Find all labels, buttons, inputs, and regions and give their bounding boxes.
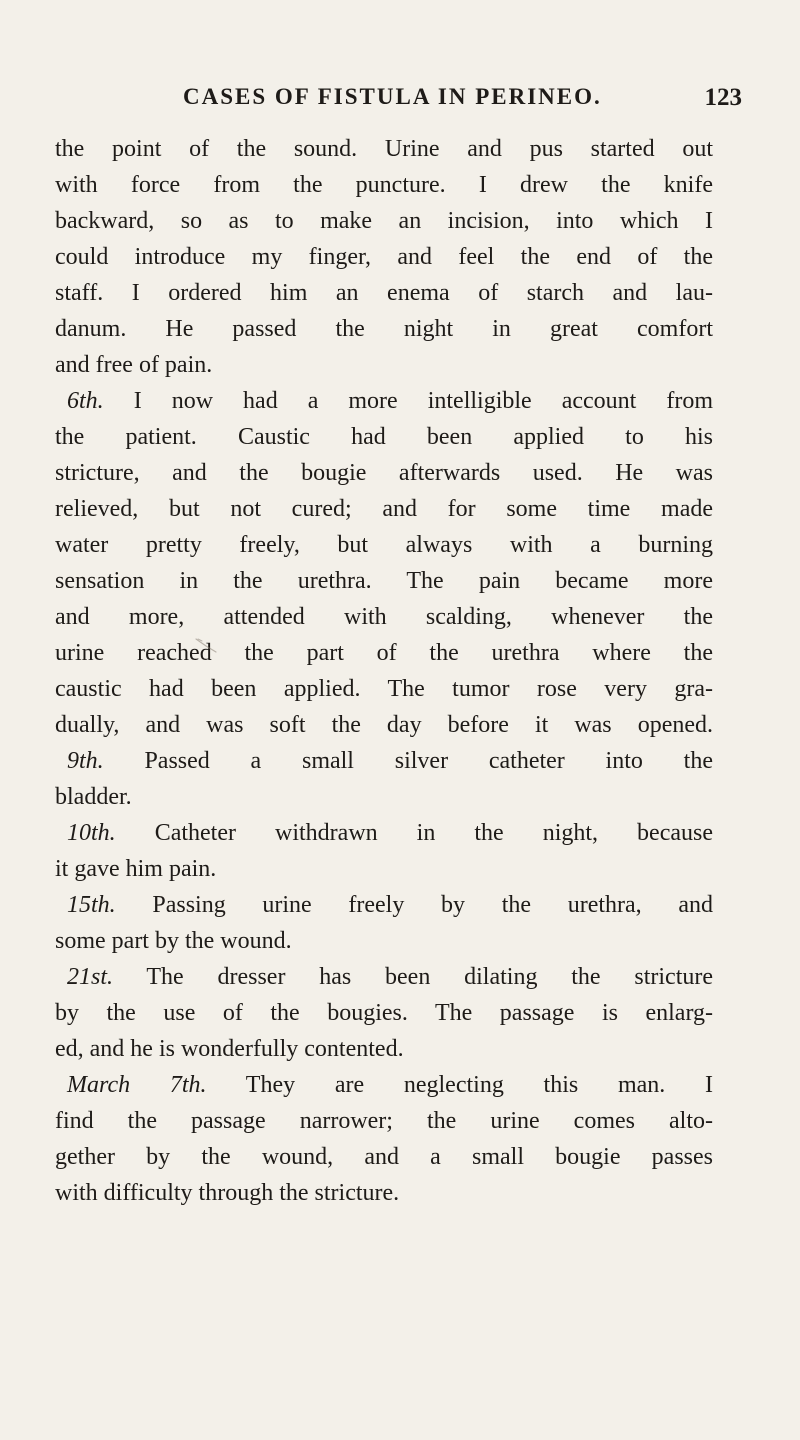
line-text: find the passage narrower; the urine comes alto- bbox=[55, 1108, 713, 1134]
line-text: stricture, and the bougie afterwards used. He was bbox=[55, 460, 713, 486]
line-text: caustic had been applied. The tumor rose very gra- bbox=[55, 676, 713, 702]
line-text: some part by the wound. bbox=[55, 928, 292, 954]
body-text bbox=[55, 131, 713, 1211]
text-line bbox=[55, 563, 713, 599]
text-line bbox=[55, 599, 713, 635]
text-line bbox=[55, 491, 713, 527]
line-text: staff. I ordered him an enema of starch and lau- bbox=[55, 280, 713, 306]
line-text: Passed a small silver catheter into the bbox=[103, 748, 713, 774]
line-text: urine reached the part of the urethra where the bbox=[55, 640, 713, 666]
text-line bbox=[55, 851, 713, 887]
line-text: I now had a more intelligible account from bbox=[103, 388, 713, 414]
line-text: backward, so as to make an incision, into which I bbox=[55, 208, 713, 234]
date-label: 21st. bbox=[67, 964, 114, 990]
text-line bbox=[55, 527, 713, 563]
text-line bbox=[55, 455, 713, 491]
running-head bbox=[55, 84, 750, 118]
text-line bbox=[55, 743, 713, 779]
line-text: danum. He passed the night in great comfort bbox=[55, 316, 713, 342]
line-text: and more, attended with scalding, whenever the bbox=[55, 604, 713, 630]
date-label: 15th. bbox=[67, 892, 116, 918]
line-text: relieved, but not cured; and for some time made bbox=[55, 496, 713, 522]
text-line bbox=[55, 311, 713, 347]
text-line bbox=[55, 959, 713, 995]
text-line bbox=[55, 1139, 713, 1175]
text-line bbox=[55, 239, 713, 275]
line-text: Catheter withdrawn in the night, because bbox=[115, 820, 713, 846]
text-line bbox=[55, 923, 713, 959]
line-text: The dresser has been dilating the stricture bbox=[113, 964, 713, 990]
text-line bbox=[55, 779, 713, 815]
line-text: water pretty freely, but always with a burning bbox=[55, 532, 713, 558]
line-text: and free of pain. bbox=[55, 352, 213, 378]
date-label: March 7th. bbox=[67, 1072, 207, 1098]
date-label: 6th. bbox=[67, 388, 104, 414]
line-text: the point of the sound. Urine and pus started out bbox=[55, 136, 713, 162]
line-text: by the use of the bougies. The passage is enlarg- bbox=[55, 1000, 713, 1026]
text-line bbox=[55, 887, 713, 923]
text-line bbox=[55, 815, 713, 851]
line-text: ed, and he is wonderfully contented. bbox=[55, 1036, 404, 1062]
text-line bbox=[55, 275, 713, 311]
line-text: the patient. Caustic had been applied to his bbox=[55, 424, 713, 450]
line-text: sensation in the urethra. The pain became more bbox=[55, 568, 713, 594]
text-line bbox=[55, 203, 713, 239]
text-line bbox=[55, 1031, 713, 1067]
text-line bbox=[55, 1103, 713, 1139]
text-line bbox=[55, 671, 713, 707]
text-line bbox=[55, 635, 713, 671]
line-text: with difficulty through the stricture. bbox=[55, 1180, 400, 1206]
text-line bbox=[55, 419, 713, 455]
line-text: with force from the puncture. I drew the knife bbox=[55, 172, 713, 198]
line-text: They are neglecting this man. I bbox=[206, 1072, 713, 1098]
pencil-mark bbox=[195, 637, 217, 653]
text-line bbox=[55, 1067, 713, 1103]
text-line bbox=[55, 995, 713, 1031]
line-text: it gave him pain. bbox=[55, 856, 217, 882]
date-label: 10th. bbox=[67, 820, 116, 846]
page-title: CASES OF FISTULA IN PERINEO. bbox=[183, 84, 602, 109]
date-label: 9th. bbox=[67, 748, 104, 774]
line-text: dually, and was soft the day before it was opened. bbox=[55, 712, 713, 738]
text-line bbox=[55, 1175, 713, 1211]
text-line bbox=[55, 347, 713, 383]
line-text: could introduce my finger, and feel the end of the bbox=[55, 244, 713, 270]
text-line bbox=[55, 167, 713, 203]
line-text: Passing urine freely by the urethra, and bbox=[115, 892, 713, 918]
line-text: gether by the wound, and a small bougie passes bbox=[55, 1144, 713, 1170]
text-line bbox=[55, 383, 713, 419]
text-line bbox=[55, 707, 713, 743]
line-text: bladder. bbox=[55, 784, 132, 810]
page-number: 123 bbox=[704, 84, 742, 111]
text-line bbox=[55, 131, 713, 167]
